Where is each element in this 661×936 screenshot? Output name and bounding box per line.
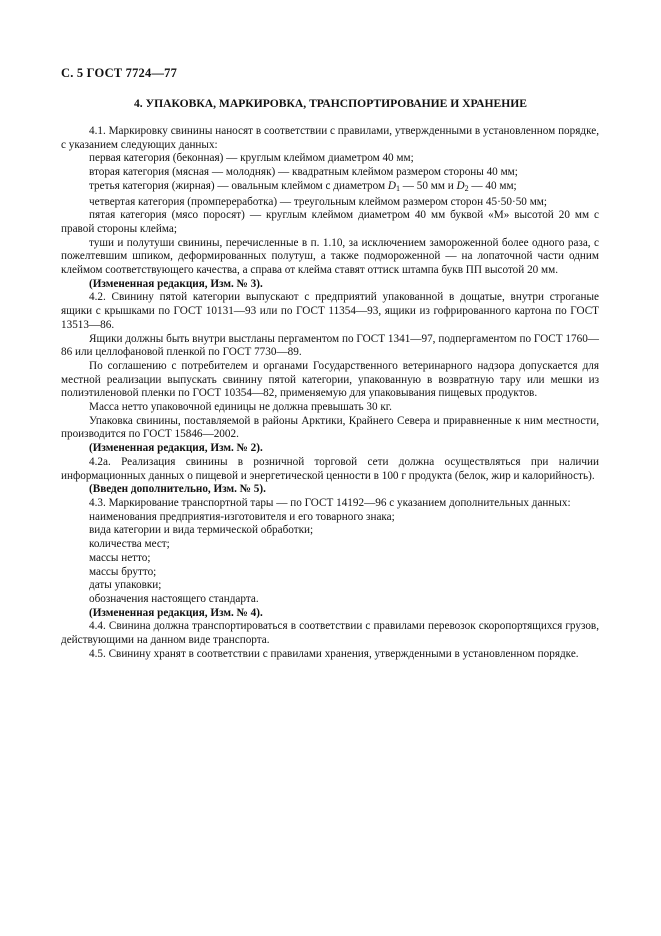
- section-title: 4. УПАКОВКА, МАРКИРОВКА, ТРАНСПОРТИРОВАНИЕ И ХРАНЕНИЕ: [133, 97, 528, 110]
- amendment-note-2: (Измененная редакция, Изм. № 2).: [89, 442, 263, 455]
- paragraph-4-5: 4.5. Свинину хранят в соответствии с правилами хранения, утвержденными в установленном порядке.: [89, 647, 579, 660]
- paragraph-4-2: 4.2. Свинину пятой категории выпускают с предприятий упакованной в дощатые, внутри строганые ящики с крышками по ГОСТ 10131—93 или по ГОСТ 11354—93, ящики из гофрированного картона по ГОСТ 13513—86.: [61, 291, 599, 331]
- category-3-line: третья категория (жирная) — овальным клеймом с диаметром $D_1$ — 50 мм и $D_2$ — 40 мм;: [89, 179, 517, 193]
- yashiki-paragraph: Ящики должны быть внутри выстланы пергаментом по ГОСТ 1341—97, подпергаментом по ГОСТ 1760—86 или целлофановой пленкой по ГОСТ 7730—89.: [61, 332, 599, 359]
- massa-paragraph: Масса нетто упаковочной единицы не должна превышать 30 кг.: [89, 401, 392, 414]
- amendment-note-3: (Измененная редакция, Изм. № 3).: [89, 277, 263, 290]
- paragraph-4-2a: 4.2а. Реализация свинины в розничной торговой сети должна осуществляться при наличии информационных данных о пищевой и энергетической ценности в 100 г продукта (белок, жир и калорийность).: [61, 455, 599, 482]
- amendment-note-5: (Введен дополнительно, Изм. № 5).: [89, 483, 266, 496]
- list-item: вида категории и вида термической обработки;: [89, 524, 314, 537]
- arktika-paragraph: Упаковка свинины, поставляемой в районы Арктики, Крайнего Севера и приравненные к ним местности, производится по ГОСТ 15846—2002.: [61, 414, 599, 441]
- list-item: количества мест;: [89, 538, 170, 551]
- section-body: [61, 125, 599, 661]
- category-1-line: первая категория (беконная) — круглым клеймом диаметром 40 мм;: [89, 152, 414, 165]
- list-item: массы брутто;: [89, 565, 157, 578]
- tushi-paragraph: туши и полутуши свинины, перечисленные в п. 1.10, за исключением замороженной более одного раза, с пожелтевшим шпиком, деформированных полутуш, а также подмороженной — на лопаточной части одним клеймом соответствующего качества, а справа от клейма ставят оттиск штампа букв ПП высотой 20 мм.: [61, 236, 599, 277]
- list-item: обозначения настоящего стандарта.: [89, 592, 259, 605]
- paragraph-4-3: 4.3. Маркирование транспортной тары — по ГОСТ 14192—96 с указанием дополнительных данных:: [89, 496, 571, 509]
- category-4-line: четвертая категория (промпереработка) — треугольным клеймом размером сторон 45·50·50 мм;: [89, 195, 547, 208]
- category-2-line: вторая категория (мясная — молодняк) — квадратным клеймом размером стороны 40 мм;: [89, 166, 518, 179]
- paragraph-4-1: 4.1. Маркировку свинины наносят в соответствии с правилами, утвержденными в установленном порядке, с указанием следующих данных:: [61, 125, 599, 151]
- paragraph-4-4: 4.4. Свинина должна транспортироваться в соответствии с правилами перевозок скоропортящихся грузов, действующими на данном виде транспорта.: [61, 620, 599, 647]
- category-5-line: пятая категория (мясо поросят) — круглым клеймом диаметром 40 мм буквой «М» высотой 20 мм с правой стороны клейма;: [61, 209, 599, 235]
- list-item: даты упаковки;: [89, 579, 162, 592]
- page-header: С. 5 ГОСТ 7724—77: [61, 66, 178, 80]
- amendment-note-4: (Измененная редакция, Изм. № 4).: [89, 606, 263, 619]
- list-item: массы нетто;: [89, 551, 151, 564]
- list-item: наименования предприятия-изготовителя и его товарного знака;: [89, 510, 395, 523]
- soglashenie-paragraph: По соглашению с потребителем и органами Государственного ветеринарного надзора допускается для местной реализации выпускать свинину пятой категории, упакованную в возвратную тару или мешки из полиэтиленовой пленки по ГОСТ 10354—82, применяемую для упаковывания пищевых продуктов.: [61, 359, 599, 400]
